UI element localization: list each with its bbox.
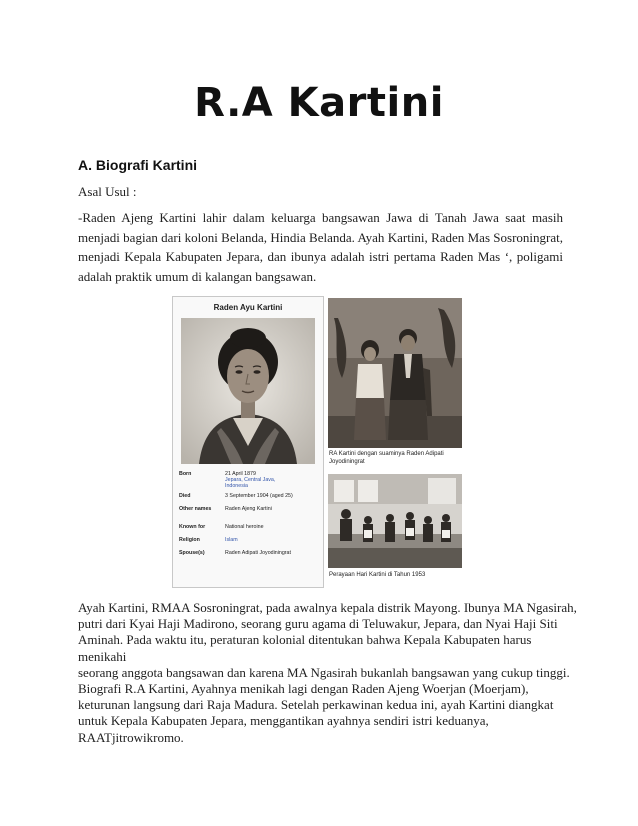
other-names-label: Other names <box>179 506 212 512</box>
paragraph-family <box>78 600 578 746</box>
born-country-link[interactable]: Indonesia <box>225 483 248 489</box>
document-title: R.A Kartini <box>194 80 444 126</box>
known-for-label: Known for <box>179 524 206 530</box>
infobox-image <box>172 296 324 588</box>
spouse-value: Raden Adipati Joyodiningrat <box>225 550 291 556</box>
paragraph-line: putri dari Kyai Haji Madirono, seorang guru agama di Teluwakur, Jepara, dan Nyai Haji Siti <box>78 616 558 632</box>
infobox-row-religion <box>179 537 321 550</box>
infobox-row-born <box>179 471 321 491</box>
paragraph-line: Aminah. Pada waktu itu, peraturan kolonial ditentukan bahwa Kepala Kabupaten harus menikahi <box>78 632 532 664</box>
kartini-portrait-image <box>181 318 315 464</box>
asal-usul-label: Asal Usul : <box>78 184 137 199</box>
kartini-couple-photo <box>328 298 462 448</box>
paragraph-line: untuk Kepala Kabupaten Jepara, menggantikan ayahnya sendiri istri keduanya, <box>78 713 489 729</box>
spouse-label: Spouse(s) <box>179 550 205 556</box>
paragraph-line: seorang anggota bangsawan dan karena MA Ngasirah bukanlah bangsawan yang cukup tinggi. <box>78 664 570 680</box>
infobox-row-spouse <box>179 550 321 563</box>
infobox-row-other-names <box>179 506 321 524</box>
infobox-row-died <box>179 493 321 506</box>
known-for-value: National heroine <box>225 524 264 530</box>
religion-value-link[interactable]: Islam <box>225 537 238 543</box>
infobox-title: Raden Ayu Kartini <box>213 303 283 312</box>
group-photo-caption: Perayaan Hari Kartini di Tahun 1953 <box>329 572 426 578</box>
infobox-row-known-for <box>179 524 321 537</box>
kartini-day-1953-photo <box>328 474 462 568</box>
paragraph-line: Biografi R.A Kartini, Ayahnya menikah lagi dengan Raden Ajeng Woerjan (Moerjam), <box>78 681 529 697</box>
section-heading: A. Biografi Kartini <box>78 157 198 173</box>
died-label: Died <box>179 493 191 499</box>
paragraph-line: Ayah Kartini, RMAA Sosroningrat, pada awalnya kepala distrik Mayong. Ibunya MA Ngasirah, <box>78 600 577 615</box>
paragraph-origin: -Raden Ajeng Kartini lahir dalam keluarga bangsawan Jawa di Tanah Jawa saat masih menjadi bagian dari koloni Belanda, Hindia Belanda. Ayah Kartini, Raden Mas Sosroningrat, menjadi Kepala Kabupaten Jepara, dan ibunya adalah istri pertama Raden Mas ‘, poligami adalah praktik umum di kalangan bangsawan. <box>78 210 563 284</box>
died-value: 3 September 1904 (aged 25) <box>225 493 293 499</box>
religion-label: Religion <box>179 537 200 543</box>
born-label: Born <box>179 471 192 477</box>
born-value <box>225 471 321 489</box>
born-date: 21 April 1879 <box>225 471 256 477</box>
born-place-link[interactable]: Jepara, Central Java, <box>225 477 276 483</box>
paragraph-line: RAATjitrowikromo. <box>78 729 184 745</box>
couple-photo-caption: RA Kartini dengan suaminya Raden Adipati Joyodiningrat <box>329 451 444 465</box>
other-names-value: Raden Ajeng Kartini <box>225 506 272 512</box>
paragraph-line: keturunan langsung dari Raja Madura. Setelah perkawinan kedua ini, ayah Kartini diangkat <box>78 697 554 713</box>
infobox-fields <box>179 471 321 563</box>
